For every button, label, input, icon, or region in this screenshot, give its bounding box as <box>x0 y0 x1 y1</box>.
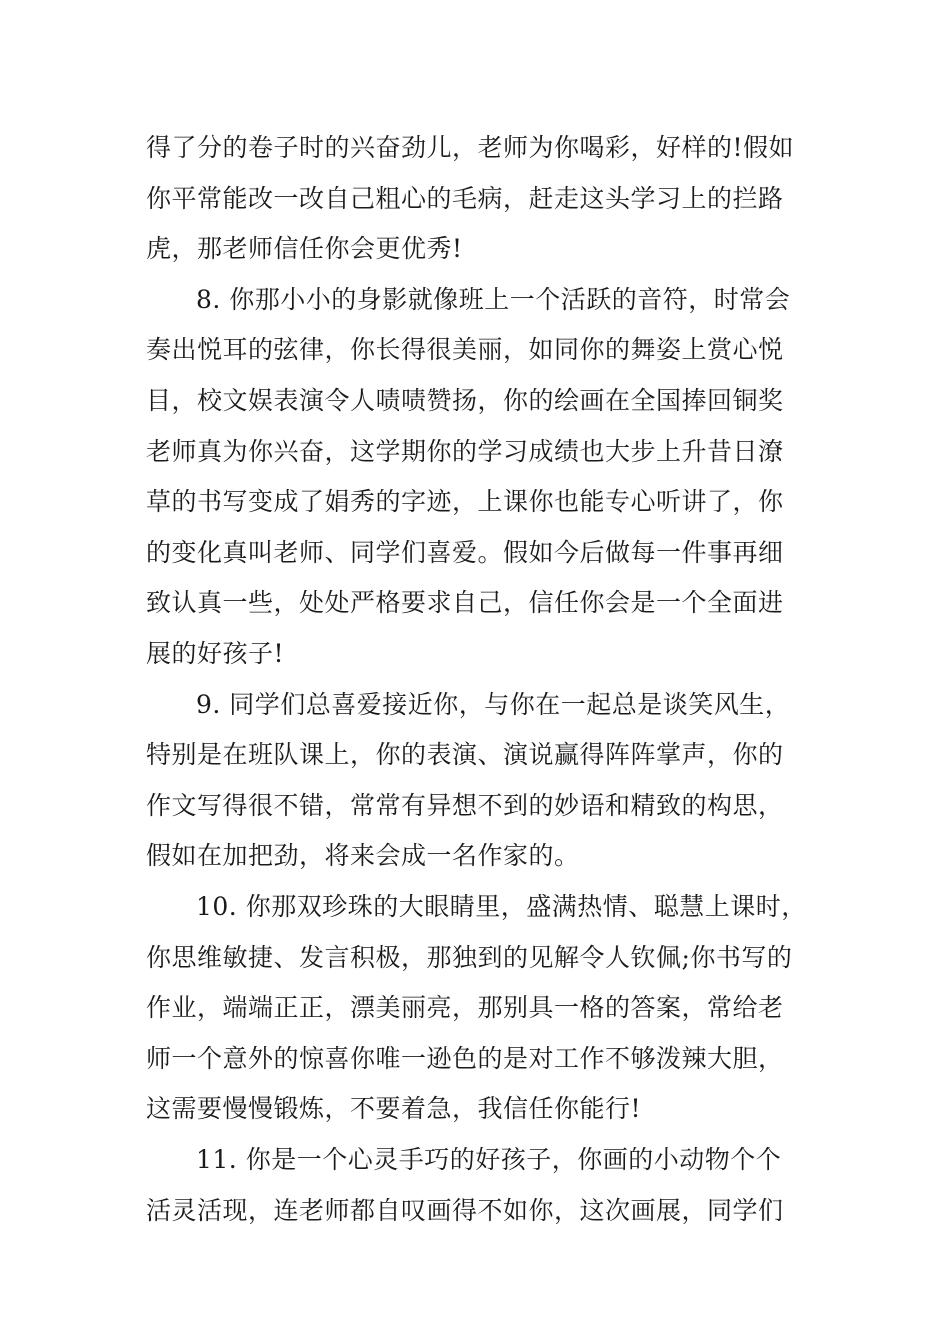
text-line: 这需要慢慢锻炼，不要着急，我信任你能行! <box>146 1094 642 1123</box>
text-line: 你思维敏捷、发言积极，那独到的见解令人钦佩;你书写的 <box>146 943 793 972</box>
text-line: 活灵活现，连老师都自叹画得不如你，这次画展，同学们 <box>146 1196 784 1225</box>
text-line: 作文写得很不错，常常有异想不到的妙语和精致的构思， <box>146 791 784 820</box>
text-line: 师一个意外的惊喜你唯一逊色的是对工作不够泼辣大胆， <box>146 1044 784 1073</box>
text-line: 目，校文娱表演令人啧啧赞扬，你的绘画在全国捧回铜奖 <box>146 386 784 415</box>
text-line: 11. 你是一个心灵手巧的好孩子，你画的小动物个个 <box>196 1145 782 1174</box>
text-line: 作业，端端正正，漂美丽亮，那别具一格的答案，常给老 <box>146 993 784 1022</box>
text-line: 展的好孩子! <box>146 639 285 668</box>
text-line: 虎，那老师信任你会更优秀! <box>146 234 463 263</box>
text-line: 9. 同学们总喜爱接近你，与你在一起总是谈笑风生， <box>196 690 791 719</box>
text-line: 奏出悦耳的弦律，你长得很美丽，如同你的舞姿上赏心悦 <box>146 335 784 364</box>
text-line: 假如在加把劲，将来会成一名作家的。 <box>146 841 580 870</box>
text-line: 得了分的卷子时的兴奋劲儿，老师为你喝彩，好样的!假如 <box>146 133 795 162</box>
text-line: 10. 你那双珍珠的大眼睛里，盛满热情、聪慧上课时， <box>196 892 807 921</box>
text-line: 老师真为你兴奋，这学期你的学习成绩也大步上升昔日潦 <box>146 437 784 466</box>
text-line: 的变化真叫老师、同学们喜爱。假如今后做每一件事再细 <box>146 538 784 567</box>
text-line: 致认真一些，处处严格要求自己，信任你会是一个全面进 <box>146 588 784 617</box>
text-line: 草的书写变成了娟秀的字迹，上课你也能专心听讲了，你 <box>146 487 784 516</box>
text-line: 8. 你那小小的身影就像班上一个活跃的音符，时常会 <box>196 285 791 314</box>
text-line: 你平常能改一改自己粗心的毛病，赶走这头学习上的拦路 <box>146 184 784 213</box>
text-line: 特别是在班队课上，你的表演、演说赢得阵阵掌声，你的 <box>146 740 784 769</box>
